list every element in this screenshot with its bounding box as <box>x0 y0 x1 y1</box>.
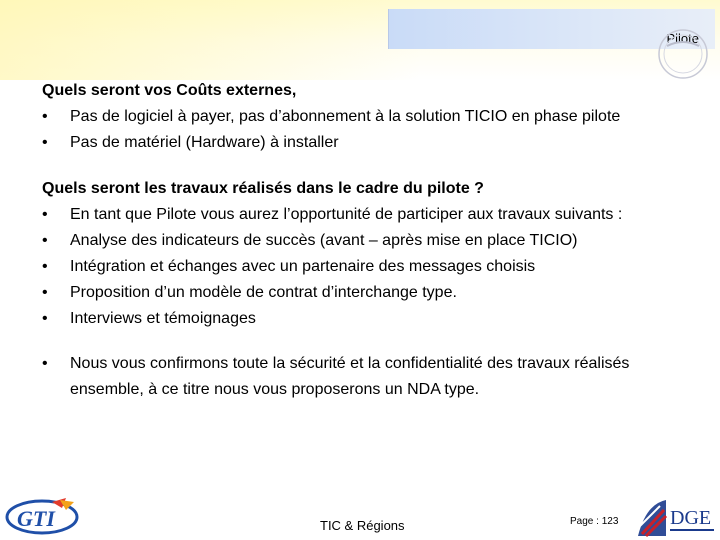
seal-watermark-icon <box>655 26 711 82</box>
list-item: • Analyse des indicateurs de succès (avant – après mise en place TICIO) <box>42 228 707 254</box>
list-item: • En tant que Pilote vous aurez l’opportunité de participer aux travaux suivants : <box>42 202 707 228</box>
gti-logo-text: GTI <box>17 506 55 531</box>
header-label: Pilote <box>666 31 699 46</box>
list-item: • Intégration et échanges avec un partenaire des messages choisis <box>42 254 707 280</box>
section-costs-title: Quels seront vos Coûts externes, <box>42 82 297 99</box>
list-item: • Proposition d’un modèle de contrat d’interchange type. <box>42 280 707 306</box>
list-item: • Interviews et témoignages <box>42 306 707 332</box>
list-item: • Pas de matériel (Hardware) à installer <box>42 130 707 156</box>
section-costs-list <box>42 104 707 156</box>
dge-logo-text: DGE <box>670 507 712 529</box>
dge-logo-icon <box>636 496 716 540</box>
list-item: • Pas de logiciel à payer, pas d’abonnement à la solution TICIO en phase pilote <box>42 104 707 130</box>
gti-logo-icon <box>4 496 84 536</box>
section-work-list <box>42 202 707 332</box>
footer-center-text: TIC & Régions <box>320 518 405 533</box>
section-confidentiality-list <box>42 351 707 403</box>
spacer <box>42 156 707 176</box>
list-item: • Nous vous confirmons toute la sécurité et la confidentialité des travaux réalisés ensemble, à ce titre nous vous proposerons un NDA type. <box>42 351 707 403</box>
page-number: Page : 123 <box>570 516 619 527</box>
section-work-title: Quels seront les travaux réalisés dans le cadre du pilote ? <box>42 180 484 197</box>
slide-content <box>42 78 707 403</box>
header-glow <box>0 0 420 80</box>
spacer <box>42 332 707 351</box>
